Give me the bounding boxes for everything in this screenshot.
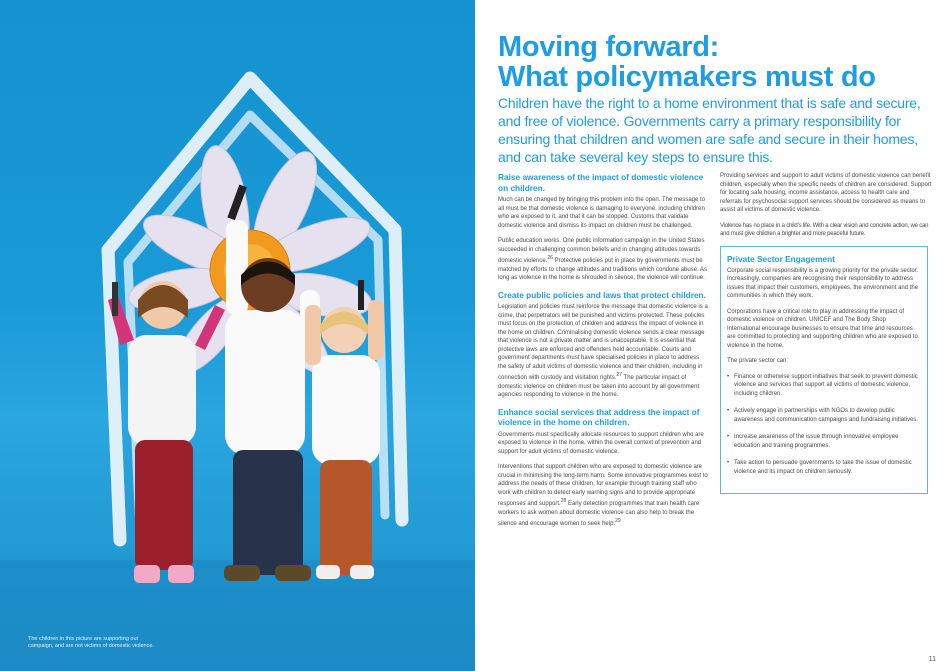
list-item: • Finance or otherwise support initiatives that seek to prevent domestic violence and services that support all victims of domestic violence, including children. xyxy=(727,373,920,399)
text-run: Early detection programmes that train health care workers to ask women about domestic violence can also help to break the silence and encourage women to seek help. xyxy=(498,501,700,527)
photo-caption: The children in this picture are supporting our campaign, and are not victims of domestic violence. xyxy=(28,636,154,649)
headline-line-2: What policymakers must do xyxy=(498,61,876,93)
section-awareness xyxy=(498,172,708,283)
body-paragraph: Governments must specifically allocate resources to support children who are exposed to violence in the home, within the overall context of prevention and support for adult victims of domestic violence. xyxy=(498,431,704,455)
right-column xyxy=(720,172,932,494)
section-services xyxy=(498,407,708,529)
body-paragraph xyxy=(498,303,708,400)
section-heading: Raise awareness of the impact of domestic violence on children. xyxy=(498,172,704,193)
box-paragraph: Corporations have a critical role to play in addressing the impact of domestic violence on children. UNICEF and The Body Shop International encourage businesses to ensure that time and resources are committed to protecting and supporting children who are exposed to violence in the home. xyxy=(727,308,918,349)
page-number: 11 xyxy=(928,656,936,663)
footnote-ref: 26 xyxy=(547,255,553,261)
box-paragraph: The private sector can: xyxy=(727,358,789,364)
pull-quote: Violence has no place in a child’s life. With a clear vision and concrete action, we can and must give children a brighter and more peaceful future. xyxy=(720,222,929,237)
text-run: Interventions that support children who are exposed to domestic violence are crucial in minimising the long-term harm. Some innovative programmes exist to address the needs of these children, for example through training staff who work with children to detect early warning signs and to provide appropriate responses and support. xyxy=(498,464,708,507)
body-paragraph xyxy=(498,237,708,283)
page-headline xyxy=(498,32,928,92)
private-sector-box xyxy=(720,246,928,495)
footnote-ref: 29 xyxy=(615,518,621,524)
box-paragraph: Corporate social responsibility is a growing priority for the private sector. Increasingly, companies are recognising their responsibility to address issues that impact their customers, employees, the environment and the communities in which they work. xyxy=(727,267,919,299)
text-run: Protective policies put in place by governments must be matched by efforts to change attitudes and traditions which condone abuse. As long as violence in the home is shrouded in silence, the violence will continue. xyxy=(498,258,708,281)
section-policies xyxy=(498,290,708,400)
section-heading: Enhance social services that address the impact of violence in the home on children. xyxy=(498,406,700,427)
list-item: • Actively engage in partnerships with NGOs to develop public awareness and communication campaigns and fundraising initiatives. xyxy=(727,407,920,424)
box-heading: Private Sector Engagement xyxy=(727,253,835,264)
left-column xyxy=(498,172,708,536)
text-run: Legislation and policies must reinforce the message that domestic violence is a crime, that perpetrators will be punished and victims protected. These policies must focus on the protection of children and address the impact of violence in the home on children. Criminalising domestic violence sends a clear message that violence is not a private matter and is unacceptable. It is essential that protective laws are enforced and offenders held accountable. Courts and government departments must have specialised policies in place to address the safety of adult victims of domestic violence and their children, including in connection with custody and visitation rights. xyxy=(498,304,708,381)
list-item: • Take action to persuade governments to take the issue of domestic violence and its impact on children seriously. xyxy=(727,459,920,476)
body-paragraph: Much can be changed by bringing this problem into the open. The message to all must be that domestic violence is damaging to everyone, including children who are exposed to it, and that it can be stopped. Customs that validate domestic violence and dismiss its impact on children must be challenged. xyxy=(498,197,706,229)
headline-line-1: Moving forward: xyxy=(498,31,720,63)
text-run: The particular impact of domestic violence on children must be taken into account by all government agencies responding to violence in the home. xyxy=(498,375,700,398)
body-paragraph: Providing services and support to adult victims of domestic violence can benefit children, especially when the specific needs of children are considered. Support for locating safe housing, income assistance, access to health care and referrals for psychosocial support services should be considered as means to assist all victims of domestic violence. xyxy=(720,173,932,213)
text-page xyxy=(475,0,950,671)
child-right xyxy=(305,280,384,579)
footnote-ref: 28 xyxy=(560,498,567,504)
body-paragraph xyxy=(498,463,708,529)
section-heading: Create public policies and laws that protect children. xyxy=(498,289,706,300)
text-run: Public education works. One public information campaign in the United States succeeded in challenging common beliefs and in changing attitudes towards domestic violence. xyxy=(498,238,705,264)
private-sector-list xyxy=(727,373,920,477)
list-item: • Increase awareness of the issue through innovative employee education and training programmes. xyxy=(727,433,920,450)
footnote-ref: 27 xyxy=(616,372,622,378)
intro-paragraph: Children have the right to a home environment that is safe and secure, and free of violence. Governments carry a primary responsibility for ensuring that children and women are safe and secure in their homes, and can take several key steps to ensure this. xyxy=(498,95,921,165)
